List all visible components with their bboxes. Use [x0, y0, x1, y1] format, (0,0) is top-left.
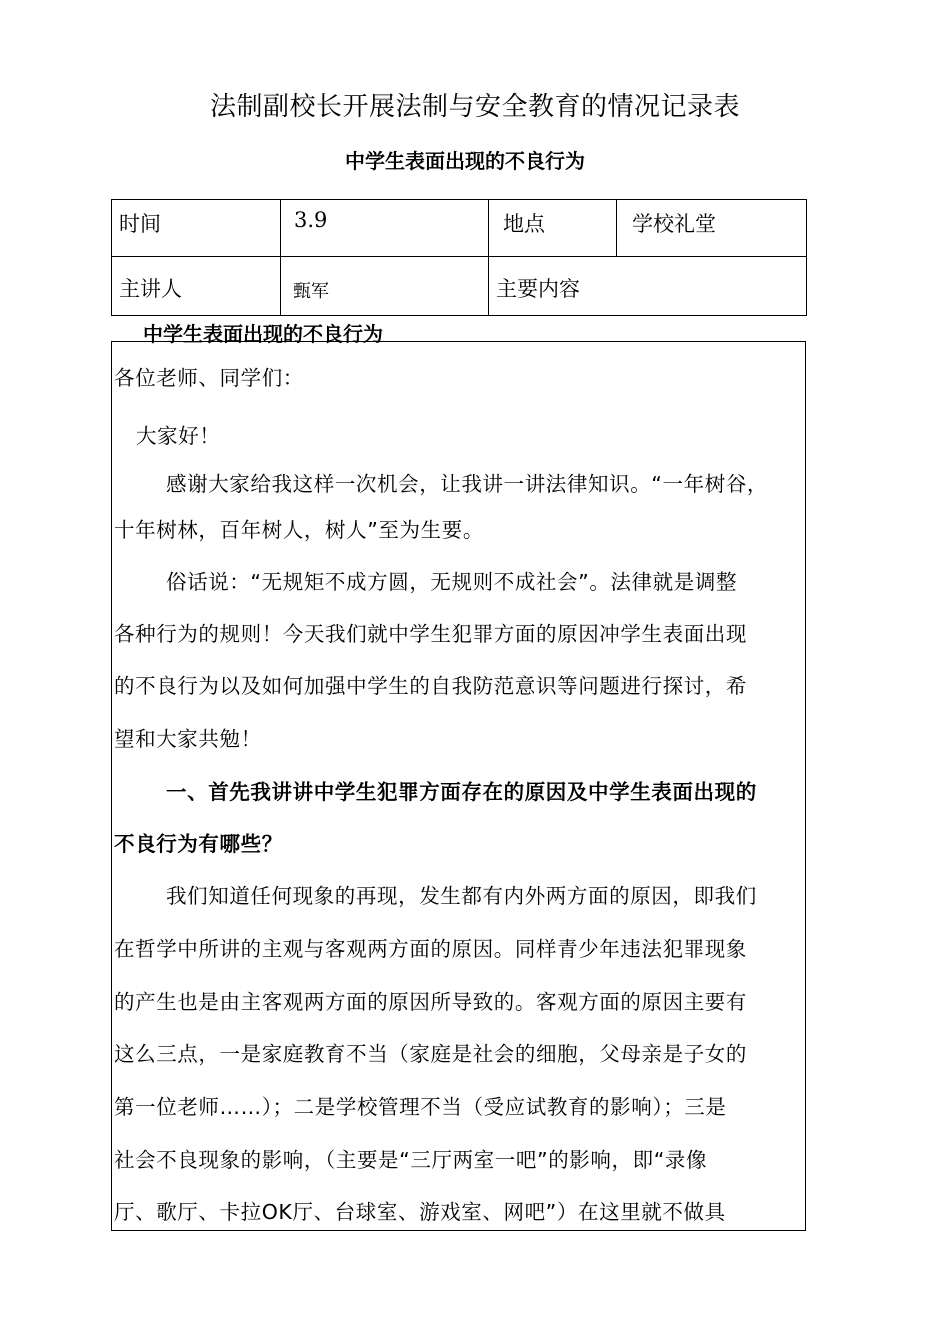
content-label: 主要内容: [496, 277, 580, 301]
body-line: 各位老师、同学们：: [114, 366, 304, 390]
body-line: 感谢大家给我这样一次机会，让我讲一讲法律知识。“一年树谷，: [166, 472, 769, 496]
info-table: [111, 199, 807, 316]
body-heading-line: 不良行为有哪些？: [114, 832, 283, 856]
speaker-value: 甄军: [293, 281, 329, 302]
body-heading-line: 一、首先我讲讲中学生犯罪方面存在的原因及中学生表面出现的: [166, 780, 757, 804]
section-heading: 中学生表面出现的不良行为: [143, 322, 383, 346]
body-line: 的不良行为以及如何加强中学生的自我防范意识等问题进行探讨，希: [114, 674, 747, 698]
body-line: 社会不良现象的影响，（主要是“三厅两室一吧”的影响，即“录像: [114, 1148, 708, 1172]
speaker-value-cell: [281, 257, 489, 316]
speaker-label: 主讲人: [119, 277, 182, 301]
body-line: 厅、歌厅、卡拉OK厅、台球室、游戏室、网吧”）在这里就不做具: [114, 1200, 726, 1224]
body-line: 大家好！: [136, 424, 221, 448]
body-line: 各种行为的规则！今天我们就中学生犯罪方面的原因冲学生表面出现: [114, 622, 747, 646]
info-row-time-place: [112, 200, 807, 257]
place-value-cell: [617, 200, 807, 257]
time-label: 时间: [119, 212, 161, 236]
document-title: 法制副校长开展法制与安全教育的情况记录表: [209, 92, 740, 122]
body-line: 俗话说：“无规矩不成方圆，无规则不成社会”。法律就是调整: [166, 570, 738, 594]
speaker-label-cell: [112, 257, 281, 316]
place-label-cell: [489, 200, 617, 257]
time-value: 3.9: [294, 208, 328, 232]
speech-content-box: [111, 341, 806, 1231]
body-line: 在哲学中所讲的主观与客观两方面的原因。同样青少年违法犯罪现象: [114, 937, 747, 961]
body-line: 十年树林，百年树人，树人”至为生要。: [114, 518, 484, 542]
time-label-cell: [112, 200, 281, 257]
place-value: 学校礼堂: [632, 212, 716, 236]
time-value-cell: [281, 200, 489, 257]
body-line: 这么三点，一是家庭教育不当（家庭是社会的细胞，父母亲是子女的: [114, 1042, 747, 1066]
body-line: 第一位老师……）；二是学校管理不当（受应试教育的影响）；三是: [114, 1095, 727, 1119]
content-cell: [489, 257, 807, 316]
body-line: 的产生也是由主客观两方面的原因所导致的。客观方面的原因主要有: [114, 990, 747, 1014]
body-line: 我们知道任何现象的再现，发生都有内外两方面的原因，即我们: [166, 884, 757, 908]
info-row-speaker-content: [112, 257, 807, 316]
body-line: 望和大家共勉！: [114, 727, 262, 751]
document-subtitle: 中学生表面出现的不良行为: [345, 149, 585, 173]
place-label: 地点: [503, 212, 545, 236]
